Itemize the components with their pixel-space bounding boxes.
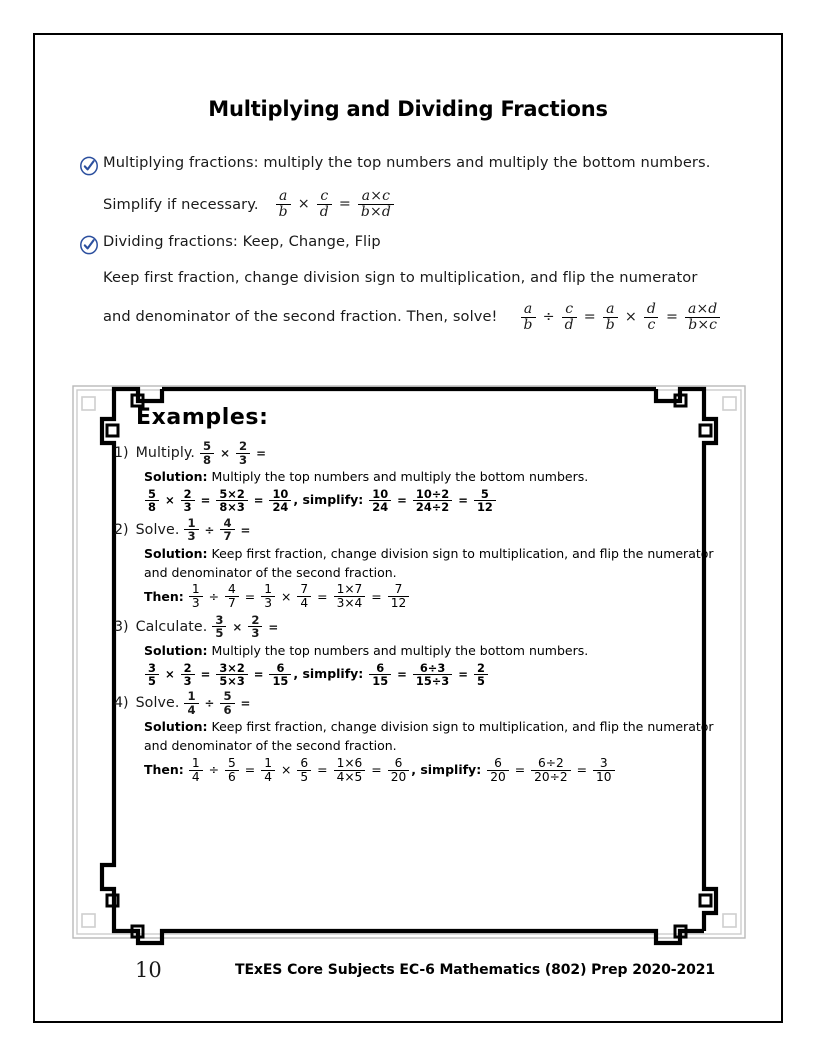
solution-label: Solution: bbox=[144, 545, 208, 561]
problem-4-statement bbox=[114, 688, 730, 718]
solution-text: Keep first fraction, change division sign to multiplication, and flip the numerator bbox=[211, 719, 714, 735]
note-line-keep-flip-2 bbox=[79, 302, 759, 333]
footer-title: TExES Core Subjects EC-6 Mathematics (802) Prep 2020-2021 bbox=[235, 962, 716, 978]
problem-1-statement bbox=[114, 438, 730, 468]
then-label: Then: bbox=[144, 762, 184, 778]
formula-multiply-fractions bbox=[275, 189, 395, 220]
problem-3-statement bbox=[114, 612, 730, 642]
fraction-c-over-d: $\frac{c}{d}$ bbox=[562, 302, 577, 333]
solution-label: Solution: bbox=[144, 642, 208, 658]
problem-2-number: 2) bbox=[114, 521, 129, 538]
problem-4-solution-text-row-2 bbox=[144, 737, 730, 756]
note-dividing-line3: and denominator of the second fraction. Then, solve! bbox=[103, 308, 498, 326]
problem-1-work: $\frac{5}{8}$ × $\frac{2}{3}$ = $\frac{5\times 2}{8\times 3}$ = $\frac{10}{24}$ , simplify: $\frac{10}{24}$ = $\frac{10\div 2}{24\div 2}$ = $\frac{5}{12}$ bbox=[144, 488, 730, 514]
solution-text-2: and denominator of the second fraction. bbox=[144, 564, 397, 580]
problem-2-statement bbox=[114, 515, 730, 545]
problem-3-label: Calculate. bbox=[135, 618, 208, 635]
problem-2-solution-text-row-2 bbox=[144, 564, 730, 583]
problem-1-solution bbox=[144, 468, 730, 514]
problem-3 bbox=[100, 612, 730, 688]
problem-4-label: Solve. bbox=[135, 695, 180, 712]
circled-check-icon bbox=[79, 235, 103, 255]
operator-equals-2: = bbox=[665, 308, 679, 325]
problem-3-solution bbox=[144, 642, 730, 688]
solution-label: Solution: bbox=[144, 719, 208, 735]
formula-divide-fractions bbox=[520, 302, 722, 333]
problem-1-expression: $\frac{5}{8}$ × $\frac{2}{3}$ = bbox=[199, 440, 271, 466]
note-line-simplify bbox=[79, 189, 759, 220]
simplify-label: , simplify: bbox=[411, 762, 482, 778]
note-text-multiplying: Multiplying fractions: multiply the top numbers and multiply the bottom numbers. bbox=[103, 154, 711, 171]
note-text-dividing: Dividing fractions: Keep, Change, Flip bbox=[103, 233, 381, 251]
solution-text: Multiply the top numbers and multiply the bottom numbers. bbox=[211, 469, 589, 484]
solution-text-2: and denominator of the second fraction. bbox=[144, 738, 397, 754]
page-footer bbox=[35, 955, 781, 985]
examples-heading: Examples: bbox=[136, 405, 269, 430]
problem-2-expression: $\frac{1}{3}$ ÷ $\frac{4}{7}$ = bbox=[183, 517, 255, 543]
fraction-c-over-d: $\frac{c}{d}$ bbox=[317, 189, 332, 220]
operator-divide: ÷ bbox=[542, 308, 555, 325]
note-bullet-multiplying bbox=[79, 155, 759, 175]
problem-4-solution-text-row bbox=[144, 718, 730, 737]
problem-4-number: 4) bbox=[114, 695, 129, 712]
operator-times: × bbox=[297, 196, 310, 213]
problem-4-work: Then: $\frac{1}{4}$ ÷ $\frac{5}{6}$ = $\frac{1}{4}$ × $\frac{6}{5}$ = $\frac{1\times 6}{4\times 5}$ = $\frac{6}{20}$ , simplify: $\frac{6}{20}$ = $\frac{6\div 2}{20\div 2}$ = $\frac{3}{10}$ bbox=[144, 757, 730, 784]
problem-1 bbox=[100, 438, 730, 514]
simplify-label: , simplify: bbox=[293, 492, 364, 508]
operator-equals: = bbox=[338, 196, 351, 213]
note-simplify-text: Simplify if necessary. bbox=[103, 195, 259, 213]
problem-1-solution-text-row bbox=[144, 468, 730, 487]
solution-text: Keep first fraction, change division sign to multiplication, and flip the numerator bbox=[211, 545, 714, 561]
problem-2-label: Solve. bbox=[135, 521, 180, 538]
circled-check-icon bbox=[79, 156, 103, 176]
fraction-a-over-b-2: $\frac{a}{b}$ bbox=[603, 302, 618, 333]
notes-section bbox=[35, 155, 781, 333]
problem-4-expression: $\frac{1}{4}$ ÷ $\frac{5}{6}$ = bbox=[183, 690, 255, 716]
note-dividing-line2: Keep first fraction, change division sign to multiplication, and flip the numerator bbox=[103, 269, 698, 287]
fraction-result: $\frac{a\times c}{b\times d}$ bbox=[358, 189, 394, 220]
problem-2-work: Then: $\frac{1}{3}$ ÷ $\frac{4}{7}$ = $\frac{1}{3}$ × $\frac{7}{4}$ = $\frac{1\times 7}{3\times 4}$ = $\frac{7}{12}$ bbox=[144, 583, 730, 610]
simplify-label: , simplify: bbox=[293, 665, 364, 681]
examples-frame bbox=[52, 375, 766, 955]
fraction-a-over-b: $\frac{a}{b}$ bbox=[276, 189, 291, 220]
solution-text: Multiply the top numbers and multiply the bottom numbers. bbox=[211, 642, 589, 658]
problem-3-number: 3) bbox=[114, 618, 129, 635]
then-label: Then: bbox=[144, 588, 184, 604]
fraction-a-over-b: $\frac{a}{b}$ bbox=[521, 302, 536, 333]
examples-content bbox=[100, 405, 730, 939]
problem-3-solution-text-row bbox=[144, 642, 730, 661]
problem-2 bbox=[100, 515, 730, 611]
note-bullet-dividing bbox=[79, 234, 759, 254]
solution-label: Solution: bbox=[144, 469, 208, 484]
note-line-keep-flip-1 bbox=[79, 270, 759, 285]
problem-4 bbox=[100, 688, 730, 784]
problem-2-solution-text-row bbox=[144, 545, 730, 564]
problem-4-solution bbox=[144, 718, 730, 784]
problem-2-solution bbox=[144, 545, 730, 611]
page-number: 10 bbox=[135, 958, 162, 982]
fraction-d-over-c: $\frac{d}{c}$ bbox=[644, 302, 659, 333]
operator-times: × bbox=[624, 308, 637, 325]
problem-1-label: Multiply. bbox=[135, 445, 195, 461]
problem-3-work: $\frac{3}{5}$ × $\frac{2}{3}$ = $\frac{3\times 2}{5\times 3}$ = $\frac{6}{15}$ , simplify: $\frac{6}{15}$ = $\frac{6\div 3}{15\div 3}$ = $\frac{2}{5}$ bbox=[144, 661, 730, 687]
operator-equals: = bbox=[583, 308, 596, 325]
problem-1-number: 1) bbox=[114, 445, 129, 461]
problem-3-expression: $\frac{3}{5}$ × $\frac{2}{3}$ = bbox=[211, 614, 283, 640]
page-title: Multiplying and Dividing Fractions bbox=[208, 97, 608, 121]
fraction-result: $\frac{a\times d}{b\times c}$ bbox=[685, 302, 720, 333]
document-page bbox=[33, 33, 783, 1023]
